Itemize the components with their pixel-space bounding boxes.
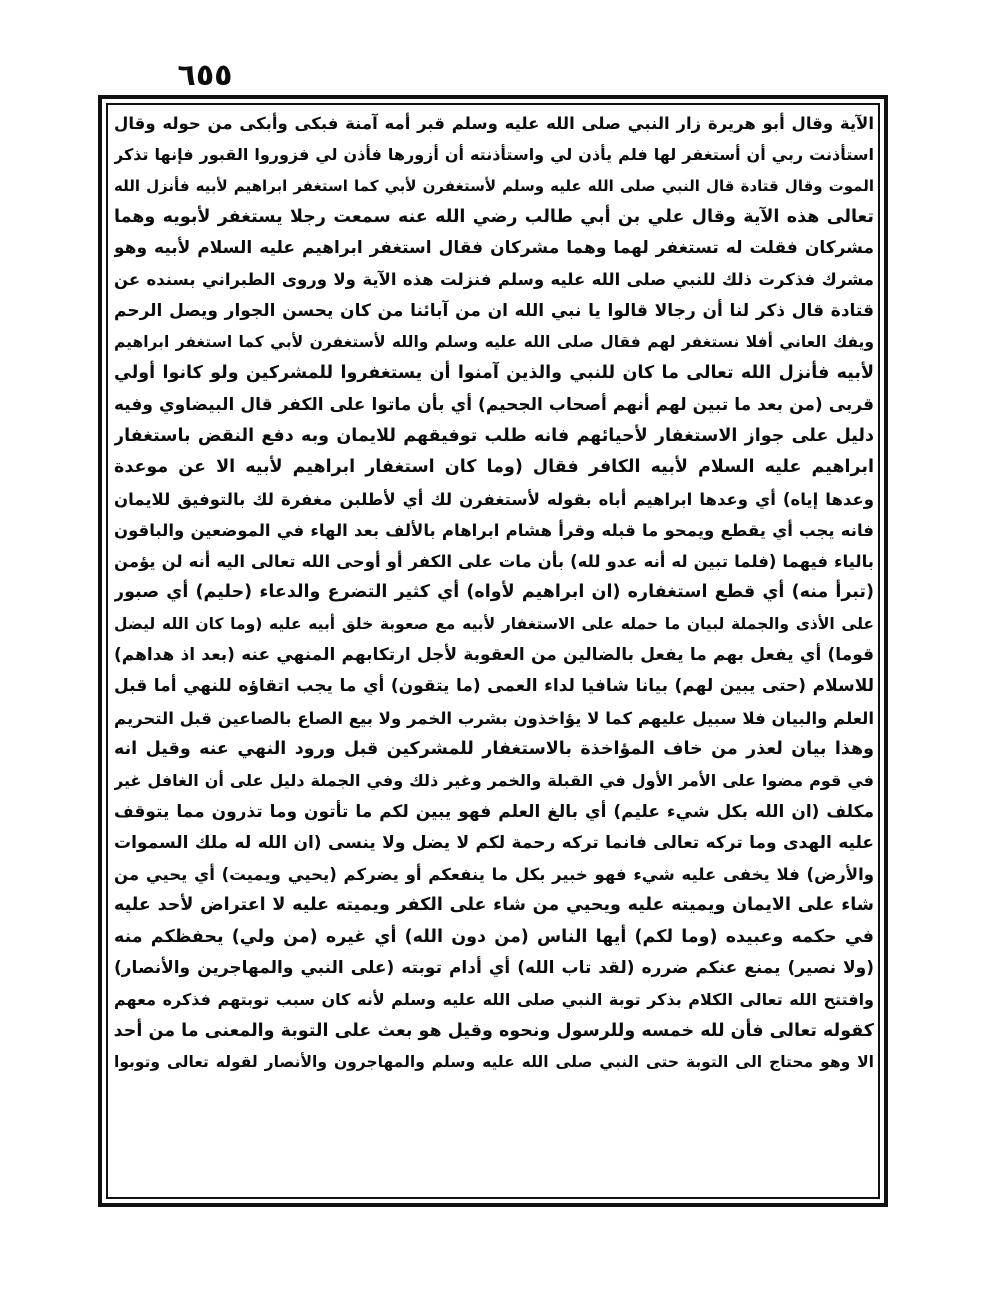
text-line: في قوم مضوا على الأمر الأول في القبلة والخمر وغير ذلك وفي الجملة دليل على أن الغافل غير bbox=[114, 771, 874, 791]
text-line: شاء على الايمان ويميته عليه ويحيي من شاء على الكفر ويميته عليه لا اعتراض لأحد عليه bbox=[114, 895, 874, 916]
text-line: (ولا نصير) يمنع عنكم ضرره (لقد تاب الله) أي أدام توبته (على النبي والمهاجرين والأنصار) bbox=[114, 958, 874, 979]
text-line: مشرك فذكرت ذلك للنبي صلى الله عليه وسلم فنزلت هذه الآية ولا وروى الطبراني بسنده عن bbox=[114, 270, 874, 290]
text-line: تعالى هذه الآية وقال علي بن أبي طالب رضي الله عنه سمعت رجلا يستغفر لأبويه وهما bbox=[114, 206, 874, 227]
text-line: استأذنت ربي أن أستغفر لها فلم يأذن لي واستأذنته أن أزورها فأذن لي فزوروا القبور فإنها تذكر bbox=[114, 145, 874, 165]
text-line: وهذا بيان لعذر من خاف المؤاخذة بالاستغفار للمشركين قبل ورود النهي عنه وقيل انه bbox=[114, 738, 874, 759]
page-number: ٦٥٥ bbox=[177, 58, 233, 93]
text-line: فانه يجب أي يقطع ويمحو ما قبله وقرأ هشام ابراهام بالألف بعد الهاء في الموضعين والباقون bbox=[114, 520, 874, 540]
text-line: العلم والبيان فلا سبيل عليهم كما لا يؤاخذون بشرب الخمر ولا بيع الصاع بالصاعين قبل التحريم bbox=[114, 708, 874, 728]
text-line: قوما) أي يفعل بهم ما يفعل بالضالين من العقوبة لأجل ارتكابهم المنهي عنه (بعد اذ هداهم) bbox=[114, 645, 874, 666]
text-line: ابراهيم عليه السلام لأبيه الكافر فقال (وما كان استغفار ابراهيم لأبيه الا عن موعدة bbox=[114, 457, 874, 478]
text-line: الا وهو محتاج الى التوبة حتى النبي صلى الله عليه وسلم والمهاجرون والأنصار لقوله تعالى وتوبوا bbox=[114, 1052, 874, 1071]
text-line: وعدها إياه) أي وعدها ابراهيم أباه بقوله لأستغفرن لك أي لأطلبن مغفرة لك بالتوفيق للايمان bbox=[114, 489, 874, 509]
text-line: (تبرأ منه) أي قطع استغفاره (ان ابراهيم لأواه) أي كثير التضرع والدعاء (حليم) أي صبور bbox=[114, 582, 874, 603]
text-line: كقوله تعالى فأن لله خمسه وللرسول ونحوه وقيل هو بعث على التوبة والمعنى ما من أحد bbox=[114, 1020, 874, 1041]
text-line: عليه الهدى وما تركه تعالى فانما تركه رحمة لكم لا يضل ولا ينسى (ان الله له ملك السموات bbox=[114, 832, 874, 853]
text-line: للاسلام (حتى يبين لهم) بيانا شافيا لداء العمى (ما يتقون) أي ما يجب اتقاؤه للنهي أما قبل bbox=[114, 676, 874, 697]
text-line: مكلف (ان الله بكل شيء عليم) أي بالغ العلم فهو يبين لكم ما تأتون وما تذرون مما يتوقف bbox=[114, 801, 874, 822]
text-line: مشركان فقلت له تستغفر لهما وهما مشركان فقال استغفر ابراهيم عليه السلام لأبيه وهو bbox=[114, 238, 874, 259]
text-line: وافتتح الله تعالى الكلام بذكر توبة النبي صلى الله عليه وسلم لأنه كان سبب توبتهم فذكره معهم bbox=[114, 990, 874, 1010]
text-line: في حكمه وعبيده (وما لكم) أيها الناس (من دون الله) أي غيره (من ولي) يحفظكم منه bbox=[114, 926, 874, 947]
text-line: قتادة قال ذكر لنا أن رجالا قالوا يا نبي الله ان من آبائنا من كان يحسن الجوار ويصل الرحم bbox=[114, 300, 874, 321]
text-line: الآية وقال أبو هريرة زار النبي صلى الله عليه وسلم قبر أمه آمنة فبكى وأبكى من حوله وقال bbox=[114, 114, 874, 133]
text-line: والأرض) فلا يخفى عليه شيء فهو خبير بكل ما ينفعكم أو يضركم (يحيي ويميت) أي يحيي من bbox=[114, 865, 874, 885]
text-line: دليل على جواز الاستغفار لأحيائهم فانه طلب توفيقهم للايمان وبه دفع النقض باستغفار bbox=[114, 425, 874, 446]
text-line: لأبيه فأنزل الله تعالى ما كان للنبي والذين آمنوا أن يستغفروا للمشركين ولو كانوا أولي bbox=[114, 363, 874, 384]
text-line: قربى (من بعد ما تبين لهم أنهم أصحاب الجحيم) أي بأن ماتوا على الكفر قال البيضاوي وفيه bbox=[114, 394, 874, 415]
text-block bbox=[114, 108, 874, 1194]
text-line: الموت وقال قتادة قال النبي صلى الله عليه وسلم لأستغفرن لأبي كما استغفر ابراهيم لأبيه فأنزل الله bbox=[114, 176, 874, 195]
text-line: على الأذى والجملة لبيان ما حمله على الاستغفار لأبيه مع صعوبة خلق أبيه عليه (وما كان الله ليضل bbox=[114, 614, 874, 633]
text-line: بالياء فيهما (فلما تبين له أنه عدو لله) بأن مات على الكفر أو أوحى الله تعالى اليه أنه لن يؤمن bbox=[114, 552, 874, 572]
text-line: ويفك العاني أفلا نستغفر لهم فقال صلى الله عليه وسلم والله لأستغفرن لأبي كما استغفر ابراهيم bbox=[114, 333, 874, 352]
